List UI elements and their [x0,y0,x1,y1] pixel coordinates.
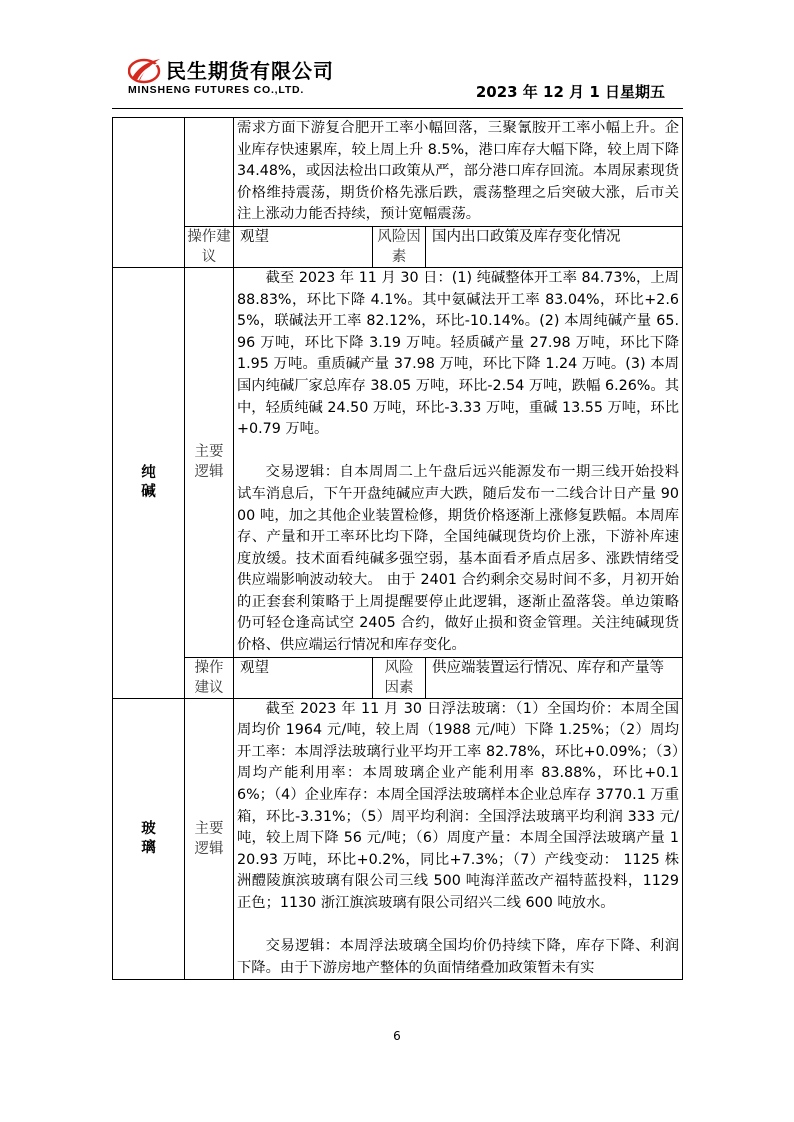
soda-risk-label [373,658,426,698]
urea-logic-label-cell [185,118,234,227]
urea-logic-paragraph: 需求方面下游复合肥开工率小幅回落，三聚氰胺开工率小幅上升。企业库存快速累库，较上周上升 8.5%，港口库存大幅下降，较上周下降 34.48%，或因法检出口政策从严，部分港口库存回流。本周尿素现货价格维持震荡，期货价格先涨后跌，震荡整理之后突破大涨，后市关注上涨动力能否持续，预计宽幅震荡。 [237,120,679,223]
urea-logic-text [234,118,683,227]
glass-category-label: 玻璃 [141,821,156,857]
soda-op-label [185,657,234,698]
urea-risk-label: 风险因素 [373,227,426,267]
urea-risk-value: 国内出口政策及库存变化情况 [432,228,621,245]
soda-category [113,267,185,698]
soda-logic-text [234,267,683,657]
company-name-en: MINSHENG FUTURES CO.,LTD. [128,84,305,96]
glass-logic-text [234,698,683,980]
urea-logic-row [113,118,683,227]
soda-logic-label-text: 主要逻辑 [194,444,224,481]
minsheng-logo-icon [128,56,162,84]
soda-op-value: 观望 [240,659,269,676]
soda-operation-row [113,657,683,698]
urea-category-cell [113,118,185,268]
header-divider [112,108,683,109]
glass-category [113,698,185,980]
glass-logic-label-text: 主要逻辑 [194,821,224,858]
glass-logic-label [185,698,234,980]
company-name-cn: 民生期货有限公司 [166,59,334,83]
soda-op-label-text: 操作建议 [194,659,224,696]
soda-logic-paragraph-2: 交易逻辑：自本周周二上午盘后远兴能源发布一期三线开始投料试车消息后，下午开盘纯碱应声大跌，随后发布一二线合计日产量 9000 吨，加之其他企业装置检修，期货价格逐渐上涨修复跌幅。本周库存、产量和开工率环比均下降，全国纯碱现货均价上涨，下游补库速度放缓。技术面看纯碱多强空弱，基本面看矛盾点居多、涨跌情绪受供应端影响波动较大。 由于 2401 合约剩余交易时间不多，月初开始的正套套利策略于上周提醒要停止此逻辑，逐渐止盈落袋。单边策略仍可轻仓逢高试空 2405 合约，做好止损和资金管理。关注纯碱现货价格、供应端运行情况和库存变化。 [237,464,679,654]
soda-category-label: 纯碱 [141,464,156,500]
urea-op-value: 观望 [240,228,269,245]
urea-op-label: 操作建议 [185,226,234,267]
page-number: 6 [393,1029,401,1043]
analysis-table [112,117,683,980]
soda-logic-label [185,267,234,657]
soda-logic-row [113,267,683,657]
glass-logic-paragraph-1: 截至 2023 年 11 月 30 日浮法玻璃：（1）全国均价：本周全国周均价 1964 元/吨，较上周（1988 元/吨）下降 1.25%；（2）周均开工率：本周浮法玻璃行业平均开工率 82.78%，环比+0.09%；（3）周均产能利用率：本周玻璃企业产能利用率 83.88%，环比+0.16%；（4）企业库存：本周全国浮法玻璃样本企业总库存 3770.1 万重箱，环比-3.31%；（5）周平均利润：全国浮法玻璃平均利润 333 元/吨，较上周下降 56 元/吨；（6）周度产量：本周全国浮法玻璃产量 120.93 万吨，环比+0.2%，同比+7.3%；（7）产线变动： 1125 株洲醴陵旗滨玻璃有限公司三线 500 吨海洋蓝改产福特蓝投料，1129 正色；1130 浙江旗滨玻璃有限公司绍兴二线 600 吨放水。 [237,700,679,911]
glass-logic-row [113,698,683,980]
soda-logic-paragraph-1: 截至 2023 年 11 月 30 日：(1) 纯碱整体开工率 84.73%，上周 88.83%，环比下降 4.1%。其中氨碱法开工率 83.04%，环比+2.65%，联碱法开工率 82.12%，环比-10.14%。(2) 本周纯碱产量 65.96 万吨，环比下降 3.19 万吨。轻质碱产量 27.98 万吨，环比下降 1.95 万吨。重质碱产量 37.98 万吨，环比下降 1.24 万吨。(3) 本周国内纯碱厂家总库存 38.05 万吨，环比-2.54 万吨，跌幅 6.26%。其中，轻质纯碱 24.50 万吨，环比-3.33 万吨，重碱 13.55 万吨，环比+0.79 万吨。 [237,269,679,438]
urea-operation-row [113,226,683,267]
report-date: 2023 年 12 月 1 日星期五 [475,83,665,101]
glass-logic-paragraph-2: 交易逻辑：本周浮法玻璃全国均价仍持续下降，库存下降、利润下降。由于下游房地产整体的负面情绪叠加政策暂未有实 [237,938,679,976]
soda-risk-value: 供应端装置运行情况、库存和产量等 [432,659,664,676]
company-logo [128,52,388,102]
soda-risk-label-text: 风险因素 [384,659,414,696]
